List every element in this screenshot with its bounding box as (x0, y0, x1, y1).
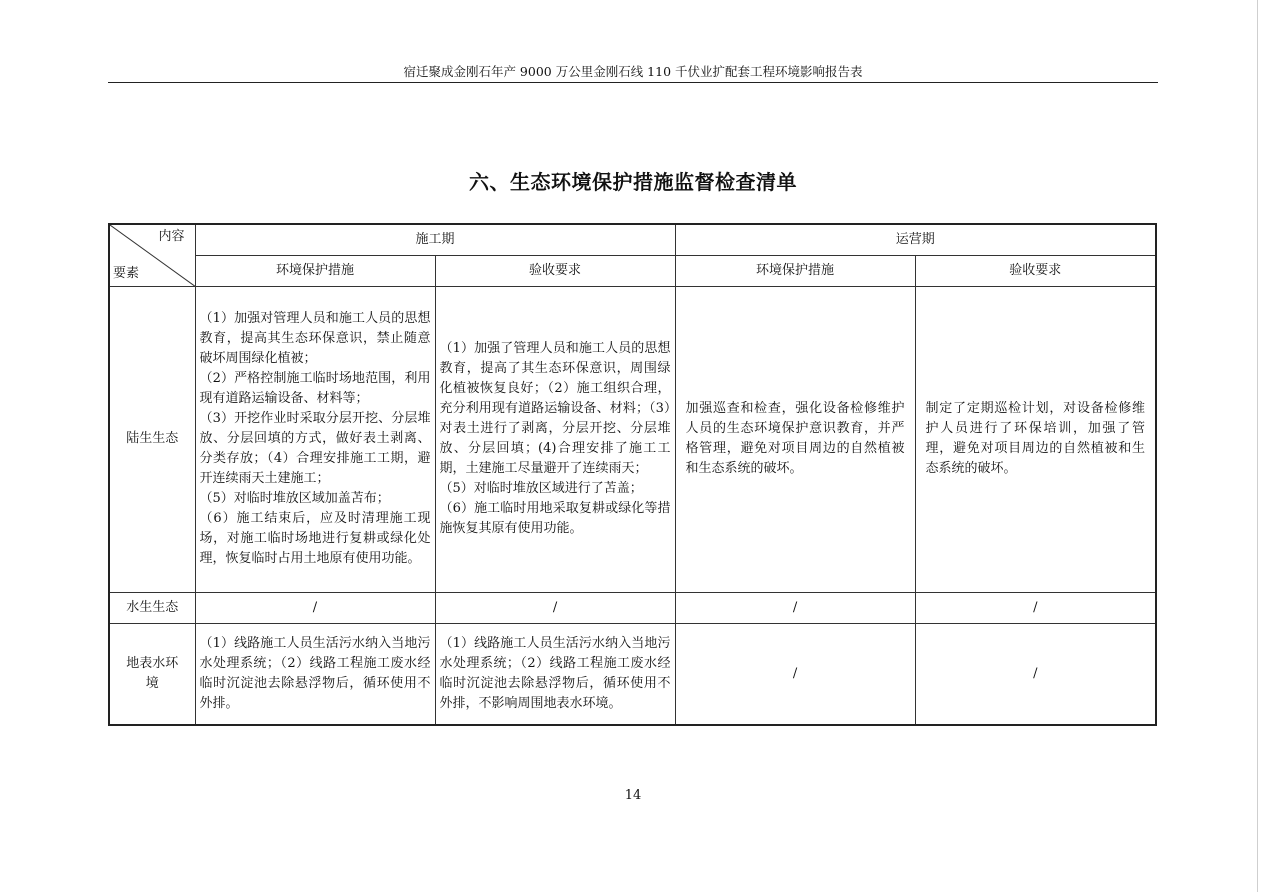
aquatic-operation-measures: / (675, 592, 915, 623)
terrestrial-construction-measures (195, 286, 435, 592)
terrestrial-operation-acceptance: 制定了定期巡检计划，对设备检修维护人员进行了环保培训，加强了管理，避免对项目周边的自然植被和生态系统的破坏。 (915, 286, 1156, 592)
aquatic-operation-acceptance: / (915, 592, 1156, 623)
surface-water-construction-measures: （1）线路施工人员生活污水纳入当地污水处理系统；（2）线路工程施工废水经临时沉淀池去除悬浮物后，循环使用不外排。 (195, 623, 435, 725)
table-row (109, 623, 1156, 725)
table-row (109, 592, 1156, 623)
col-header-construction-acceptance: 验收要求 (435, 255, 675, 286)
row-element-surface-water: 地表水环境 (109, 623, 195, 725)
supervision-checklist-table (108, 223, 1157, 726)
measure-item: （3）开挖作业时采取分层开挖、分层堆放、分层回填的方式，做好表土剥离、分类存放；（4）合理安排施工工期，避开连续雨天土建施工； (199, 411, 431, 486)
terrestrial-construction-acceptance (435, 286, 675, 592)
section-title: 六、生态环境保护措施监督检查清单 (469, 170, 797, 194)
acceptance-item: （5）对临时堆放区域进行了苫盖； (439, 481, 643, 496)
measure-item: （1）加强对管理人员和施工人员的思想教育，提高其生态环保意识，禁止随意破坏周围绿化植被； (199, 311, 431, 366)
corner-label-element: 要素 (113, 265, 140, 281)
page-number: 14 (624, 788, 642, 803)
col-header-operation-acceptance: 验收要求 (915, 255, 1156, 286)
surface-water-operation-measures: / (675, 623, 915, 725)
acceptance-item: （1）加强了管理人员和施工人员的思想教育，提高了其生态环保意识，周围绿化植被恢复良好；（2）施工组织合理，充分利用现有道路运输设备、材料；（3）对表土进行了剥离，分层开挖、分层堆放、分层回填；(4)合理安排了施工工期，土建施工尽量避开了连续雨天； (439, 341, 671, 476)
acceptance-item: （6）施工临时用地采取复耕或绿化等措施恢复其原有使用功能。 (439, 501, 671, 536)
row-element-aquatic: 水生生态 (109, 592, 195, 623)
measure-item: （2）严格控制施工临时场地范围，利用现有道路运输设备、材料等； (199, 371, 431, 406)
col-header-operation-measures: 环境保护措施 (675, 255, 915, 286)
measure-item: （5）对临时堆放区域加盖苫布； (199, 491, 390, 506)
measure-item: （6）施工结束后，应及时清理施工现场，对施工临时场地进行复耕或绿化处理，恢复临时占用土地原有使用功能。 (199, 511, 431, 566)
col-header-construction-measures: 环境保护措施 (195, 255, 435, 286)
table-row (109, 286, 1156, 592)
phase-header-construction: 施工期 (195, 224, 675, 255)
aquatic-construction-measures: / (195, 592, 435, 623)
corner-label-content: 内容 (158, 229, 185, 244)
aquatic-construction-acceptance: / (435, 592, 675, 623)
phase-header-operation: 运营期 (675, 224, 1156, 255)
header-rule (108, 82, 1158, 83)
terrestrial-operation-measures: 加强巡查和检查，强化设备检修维护人员的生态环境保护意识教育，并严格管理，避免对项目周边的自然植被和生态系统的破坏。 (675, 286, 915, 592)
running-header: 宿迁聚成金刚石年产 9000 万公里金刚石线 110 千伏业扩配套工程环境影响报告表 (403, 64, 863, 79)
row-element-terrestrial: 陆生生态 (109, 286, 195, 592)
surface-water-operation-acceptance: / (915, 623, 1156, 725)
table-corner-header (109, 224, 195, 286)
page-edge (1257, 0, 1258, 892)
surface-water-construction-acceptance: （1）线路施工人员生活污水纳入当地污水处理系统；（2）线路工程施工废水经临时沉淀池去除悬浮物后，循环使用不外排，不影响周围地表水环境。 (435, 623, 675, 725)
